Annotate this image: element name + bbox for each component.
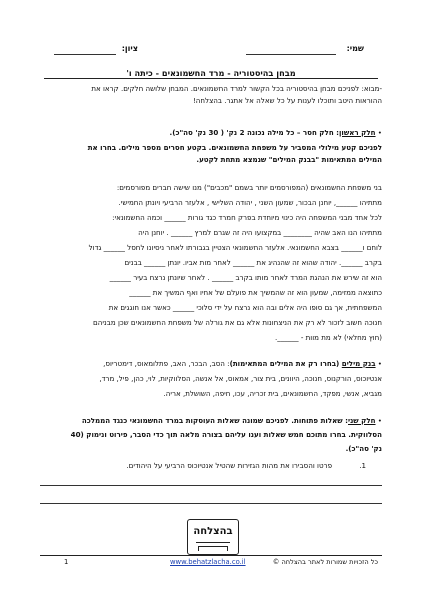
intro-line: ההוראות היטב ותוכלו לענות על כל שאלה אל אתגר. בהצלחה! (192, 96, 382, 105)
question-text: פרטו והסבירו את מהות הגזירות שהטיל אנטיוכוס הרביעי על היהודים. (126, 461, 332, 470)
passage-line: מתתיהו ______, יוחנן הבכור, שמעון השני , יהודה השלישי , אלעזר הרביעי ויונתן החמישי. (118, 198, 382, 207)
grade-label: ציון: (121, 44, 138, 53)
word-bank-words: : הסב, הבכר, האב, פתלומאוס, דימטריוס, (103, 359, 230, 368)
passage-line: מתתיהו הנו האב שהיה ________ במקצועו היה זה שגרם למרץ ______ . יוחנן היה (138, 228, 382, 237)
part1-title-rest: : חלק חסר – כל מילה נכונה 2 נק' ( 30 נק' סה"כ). (169, 128, 339, 137)
answer-line[interactable] (40, 503, 382, 504)
part2-heading (82, 416, 382, 426)
passage-line: לכל אחד מבני המשפחה היה כינוי מיוחדת בפרק חמרד כגד גורות ______ וכמה החשמונאי: (112, 213, 382, 222)
part1-title-label: חלק ראשון (339, 128, 376, 137)
bullet-icon: • (375, 416, 382, 425)
question-number: 1. (359, 461, 366, 470)
part2-instructions-line: נק' סה"כ). (345, 444, 382, 453)
passage-line: הוא זה שירש את הנהגת המרד לאחר מותו בקרב ______ . לאחר שיונתן נרצח בעיר ______ (109, 273, 382, 282)
passage-line: כתוצאה ממזימה, שמעון הוא זה שהמשיך את פועלם של אחיו ואף המשיך את ______ (129, 288, 382, 297)
bullet-icon: • (375, 128, 382, 137)
word-bank-subtitle: (בחרו רק את המילים המתאימות) (229, 359, 342, 368)
site-logo[interactable] (187, 519, 239, 555)
footer-link[interactable]: www.behatzlacha.co.il (170, 558, 246, 566)
passage-line: בקרב ______. יהודה שהוא זה שהנהיג את ______ לאחר מות אביו. יונתן ______ בבנים (124, 258, 382, 267)
student-name-field[interactable] (246, 54, 336, 55)
word-bank-heading (103, 359, 382, 369)
bullet-icon: • (375, 359, 382, 368)
passage-line: בני משפחת החשמונאים (המפורסמים יותר בשמם "מכבים") מנו שישה חברים מפורסמים: (116, 183, 382, 192)
word-bank-words: אנטיוכוס, הורקנוס, חנוכה, היוונים, בית צור, אמאוס, אל אנשה, הסלווקיות, לוי, כהן, פיל, מרד, (99, 374, 382, 383)
part1-instructions-line: המילים המתאימות "בבנק המילים" שנמצא מתחת לקטע. (196, 155, 382, 164)
footer-copyright: כל הזכויות שמורות לאתר בהצלחה © (272, 558, 378, 566)
logo-text: בהצלחה (193, 526, 233, 537)
passage-line: לוחם ו______ בצבא החשמונאי. אלעזר החשמונאי הצטיין בגבורתו לאחר ניסיונו לחסל ______ גדול (88, 243, 382, 252)
footer-divider (40, 555, 382, 556)
passage-line: (חוץ מחלאי) לא מת מוות - ______. (275, 333, 382, 342)
intro-line: -מבוא: לפניכם מבחן בהיסטוריה בכל הקשור למרד החשמונאים. המבחן שלושה חלקים. קראו את (91, 84, 382, 93)
word-bank-words: מגביא, אנשי, מפקד, החשמונאים, בית זכריה, עכו, חיפה, השושלת, אריה. (163, 389, 382, 398)
answer-line[interactable] (40, 485, 382, 486)
student-name-label: שמי: (346, 44, 364, 53)
part2-instructions-line: : שאלות פתוחות. לפניכם שמונה שאלות העוסקות במרד החשמונאי כנגד הממלכה (81, 416, 348, 425)
part1-instructions-line: לפניכם קטע מילולי המסביר על משפחת החשמונאים. בקטע חסרים מספר מילים. בחרו את (87, 143, 382, 152)
part2-title-label: חלק שני (348, 416, 376, 425)
logo-base-shape (198, 546, 228, 551)
passage-line: חנוכה חשוב לזכור לא רק את הניצחונות אלא גם את גורלה של משפחת החשמונאים שכן מבניהם (93, 318, 382, 327)
part1-heading (170, 128, 382, 138)
page-number: 1 (64, 558, 69, 566)
logo-underline (196, 542, 230, 543)
word-bank-title: בנק מילים (341, 359, 376, 368)
page-title: מבחן בהיסטוריה - מרד החשמונאים - כיתה ו' (126, 68, 296, 78)
passage-line: המשפחתית, אך גם סופו היה אלים ובה הוא נרצח על ידי סלוכי ______ כאשר אנו חוגגים את (108, 303, 382, 312)
part2-instructions-line: הסלווקית. בחרו מתוכם חמש שאלות וענו עליהם בצורה מלאה תוך כדי הסבר, פירוט ונימוק (40 (70, 430, 382, 439)
title-divider (44, 78, 378, 79)
grade-field[interactable] (54, 54, 116, 55)
